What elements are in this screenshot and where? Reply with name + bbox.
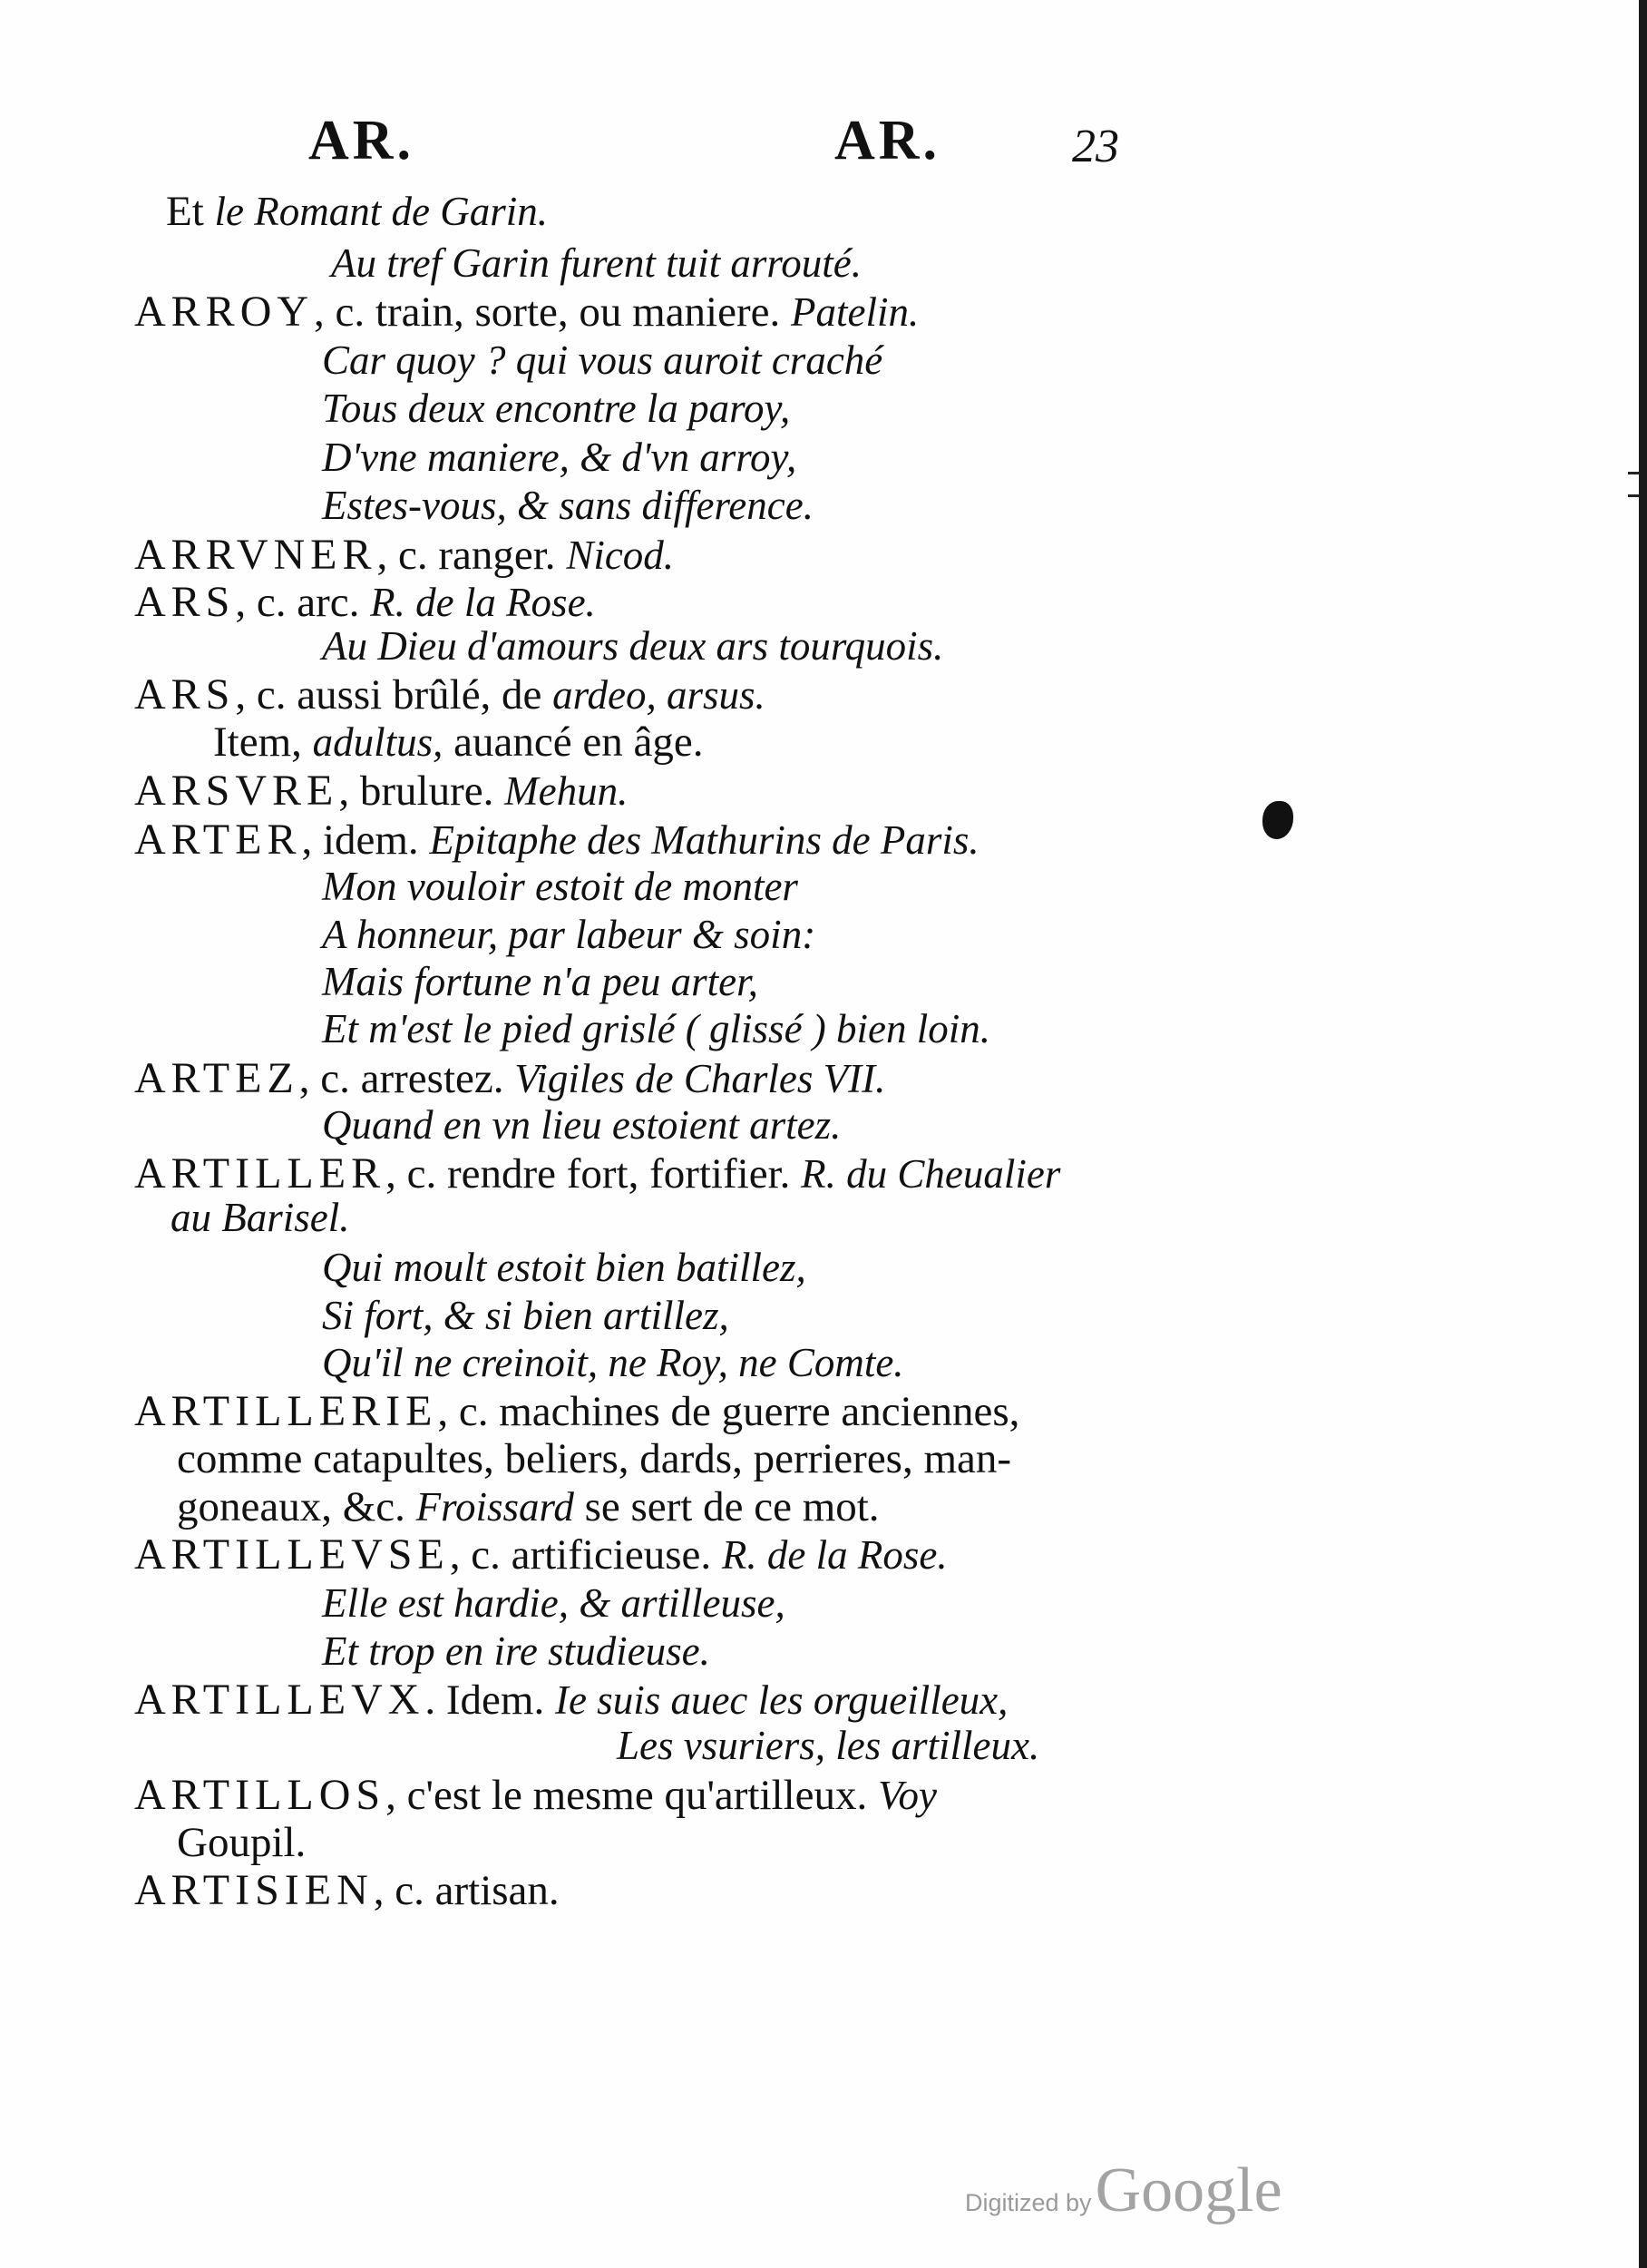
text-line xyxy=(322,623,944,669)
italic-citation: Et m'est le pied grislé ( glissé ) bien loin. xyxy=(322,1006,991,1051)
definition-text: , idem. xyxy=(301,816,430,864)
definition-text: , c. ranger. xyxy=(376,532,567,579)
text-line xyxy=(177,1435,1012,1482)
text-line xyxy=(322,437,796,478)
text-line xyxy=(322,1006,991,1051)
italic-citation: Patelin. xyxy=(790,289,920,335)
text-line xyxy=(166,188,548,235)
italic-citation: ardeo, arsus. xyxy=(552,672,765,718)
text-line xyxy=(134,578,596,626)
italic-citation: Et trop en ire studieuse. xyxy=(322,1628,710,1674)
headword: ARTER xyxy=(134,816,302,864)
headword: ARS xyxy=(134,670,236,719)
text-line xyxy=(617,1725,1039,1766)
headword: ARTILLOS xyxy=(134,1771,386,1819)
italic-citation: Mais fortune n'a peu arter, xyxy=(322,959,758,1004)
headword: ARTEZ xyxy=(134,1054,299,1102)
definition-text: auancé en âge. xyxy=(443,719,704,766)
page-number: 23 xyxy=(1072,121,1119,172)
italic-citation: Au tref Garin furent tuit arrouté. xyxy=(331,240,862,286)
text-line xyxy=(134,1149,1061,1198)
headword: ARTILLEVSE xyxy=(134,1530,450,1579)
text-line xyxy=(134,1387,1020,1435)
text-line xyxy=(322,1628,710,1674)
text-line xyxy=(322,1580,785,1626)
text-line xyxy=(322,337,883,383)
definition-text: , c. machines de guerre anciennes, xyxy=(437,1388,1020,1435)
definition-text: , c'est le mesme qu'artilleux. xyxy=(385,1772,879,1819)
italic-citation: Quand en vn lieu estoient artez. xyxy=(322,1102,842,1148)
text-line xyxy=(134,533,674,577)
headword: ARRVNER xyxy=(134,531,377,579)
definition-text: , c. artificieuse. xyxy=(449,1531,722,1579)
text-line xyxy=(171,1195,350,1240)
italic-citation: D'vne maniere, & d'vn arroy, xyxy=(322,435,797,480)
text-line xyxy=(213,721,703,764)
headword: ARTILLEVX xyxy=(134,1676,425,1724)
text-line xyxy=(134,1771,938,1819)
text-line xyxy=(322,866,798,907)
definition-text: , c. arrestez. xyxy=(298,1055,515,1102)
digitized-by-label: Digitized by xyxy=(965,2189,1092,2216)
italic-citation: Mon vouloir estoit de monter xyxy=(322,864,798,909)
digitized-by-google xyxy=(965,2155,1282,2227)
headword: ARROY xyxy=(134,288,315,336)
italic-citation: Qui moult estoit bien batillez, xyxy=(322,1245,806,1290)
definition-text: , c. artisan. xyxy=(373,1867,560,1914)
text-line xyxy=(134,769,628,813)
italic-citation: Les vsuriers, les artilleux. xyxy=(617,1723,1040,1768)
text-line xyxy=(134,1054,886,1102)
text-line xyxy=(134,1678,1008,1722)
running-head-center: AR. xyxy=(834,110,941,171)
definition-text: Item, xyxy=(213,719,313,766)
definition-text: , c. arc. xyxy=(235,579,371,626)
italic-citation: Car quoy ? qui vous auroit craché xyxy=(322,337,883,383)
italic-citation: Nicod. xyxy=(566,533,675,578)
text-line xyxy=(177,1483,880,1530)
definition-text: comme catapultes, beliers, dards, perrieres, man- xyxy=(177,1435,1012,1482)
text-line xyxy=(322,1102,842,1148)
headword: ARSVRE xyxy=(134,767,339,815)
italic-citation: Elle est hardie, & artilleuse, xyxy=(322,1580,785,1626)
definition-text: , c. train, sorte, ou maniere. xyxy=(314,288,791,336)
headword: ARTILLER xyxy=(134,1149,386,1198)
definition-text: , c. rendre fort, fortifier. xyxy=(385,1150,802,1198)
italic-citation: Au Dieu d'amours deux ars tourquois. xyxy=(322,623,944,669)
italic-citation: Vigiles de Charles VII. xyxy=(514,1056,886,1101)
text-line xyxy=(134,1530,948,1579)
italic-citation: A honneur, par labeur & soin: xyxy=(322,912,816,957)
headword: ARTILLERIE xyxy=(134,1387,438,1435)
italic-citation: Epitaphe des Mathurins de Paris. xyxy=(429,817,979,863)
italic-citation: Si fort, & si bien artillez, xyxy=(322,1293,729,1338)
text-line xyxy=(322,959,758,1004)
headword: ARTISIEN xyxy=(134,1866,374,1914)
italic-citation: au Barisel. xyxy=(171,1195,350,1240)
italic-citation: R. du Cheualier xyxy=(801,1151,1061,1197)
text-line xyxy=(322,388,790,429)
text-line xyxy=(177,1819,307,1866)
text-line xyxy=(331,240,862,286)
definition-text: goneaux, &c. xyxy=(177,1483,416,1530)
italic-citation: le Romant de Garin. xyxy=(214,189,548,234)
text-line xyxy=(134,290,919,334)
running-head-left: AR. xyxy=(308,110,415,171)
italic-citation: Estes-vous, & sans difference. xyxy=(322,483,814,528)
headword: ARS xyxy=(134,578,236,626)
italic-citation: Froissard xyxy=(415,1484,574,1530)
text-line xyxy=(322,914,815,955)
definition-text: Goupil. xyxy=(177,1819,307,1866)
text-line xyxy=(322,1340,904,1385)
google-logo: Google xyxy=(1095,2156,1282,2225)
text-line xyxy=(134,670,765,719)
ink-blot xyxy=(1262,801,1293,839)
text-line xyxy=(322,485,814,526)
italic-citation: Mehun. xyxy=(504,768,629,814)
edge-mark xyxy=(1628,494,1639,497)
page-edge xyxy=(1639,0,1647,2268)
text-line xyxy=(322,1295,729,1336)
italic-citation: adultus, xyxy=(312,719,443,765)
italic-citation: Voy xyxy=(878,1773,938,1818)
definition-text: , brulure. xyxy=(338,767,505,815)
italic-citation: R. de la Rose. xyxy=(721,1532,948,1578)
italic-citation: Ie suis auec les orgueilleux, xyxy=(554,1677,1009,1723)
edge-mark xyxy=(1628,472,1639,474)
text-line xyxy=(134,818,979,862)
text-line xyxy=(322,1247,806,1288)
italic-citation: Qu'il ne creinoit, ne Roy, ne Comte. xyxy=(322,1340,904,1385)
italic-citation: Tous deux encontre la paroy, xyxy=(322,386,791,431)
definition-text: . Idem. xyxy=(424,1677,555,1724)
definition-text: , c. aussi brûlé, de xyxy=(235,671,553,719)
text-line xyxy=(134,1866,560,1914)
definition-text: Et xyxy=(166,188,215,235)
italic-citation: R. de la Rose. xyxy=(370,580,596,625)
definition-text: se sert de ce mot. xyxy=(573,1483,880,1530)
